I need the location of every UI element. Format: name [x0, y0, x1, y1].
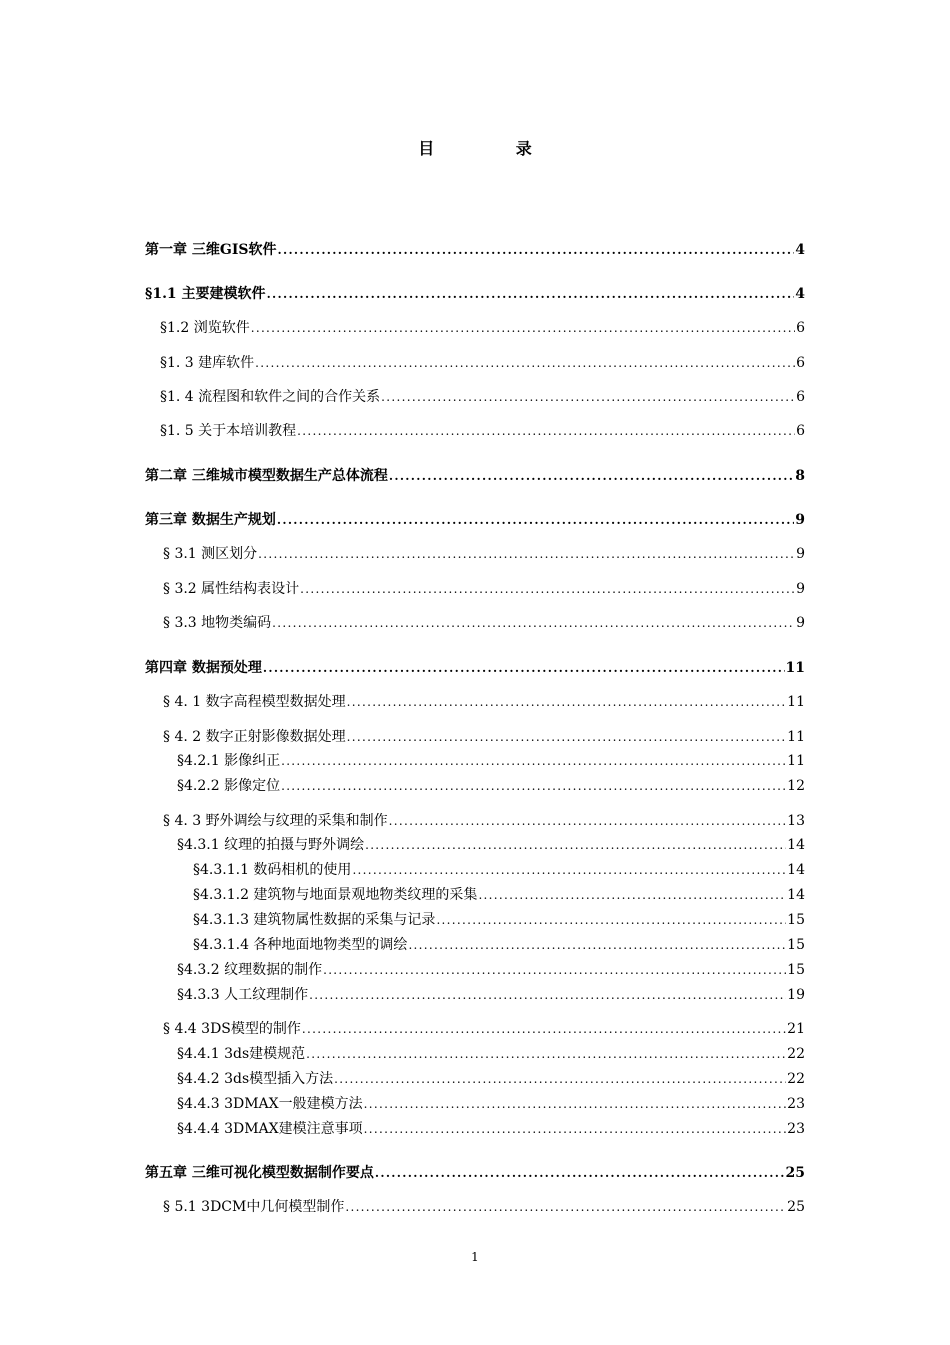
- dot-leader: [352, 860, 786, 880]
- toc-entry-4-2-2[interactable]: §4.2.2 影像定位 ..... 12: [177, 776, 805, 796]
- toc-entry-4-3-2[interactable]: §4.3.2 纹理数据的制作 ..... 15: [177, 960, 805, 980]
- dot-leader: [389, 811, 787, 831]
- toc-entry-4-2[interactable]: § 4. 2 数字正射影像数据处理 ..... 11: [163, 727, 805, 747]
- dot-leader: [389, 466, 794, 486]
- dot-leader: [278, 240, 795, 260]
- dot-leader: [267, 284, 795, 304]
- toc-entry-1-3[interactable]: §1. 3 建库软件 ..... 6: [160, 353, 805, 373]
- toc-entry-4-4-3[interactable]: §4.4.3 3DMAX一般建模方法 ..... 23: [177, 1094, 805, 1114]
- toc-entry-4-3-1-2[interactable]: §4.3.1.2 建筑物与地面景观地物类纹理的采集 ..... 14: [193, 885, 805, 905]
- dot-leader: [375, 1163, 785, 1183]
- dot-leader: [272, 613, 795, 633]
- toc-entry-4-4[interactable]: § 4.4 3DS模型的制作 ..... 21: [163, 1019, 805, 1039]
- dot-leader: [277, 510, 794, 530]
- dot-leader: [323, 960, 786, 980]
- toc-title: 目 录: [418, 139, 570, 158]
- dot-leader: [381, 387, 795, 407]
- dot-leader: [478, 885, 786, 905]
- dot-leader: [347, 692, 787, 712]
- dot-leader: [306, 1044, 786, 1064]
- dot-leader: [408, 935, 786, 955]
- dot-leader: [345, 1197, 786, 1217]
- toc-entry-3-3[interactable]: § 3.3 地物类编码 ..... 9: [163, 613, 805, 633]
- dot-leader: [334, 1069, 786, 1089]
- toc-entry-4-2-1[interactable]: §4.2.1 影像纠正 ..... 11: [177, 751, 805, 771]
- toc-entry-4-1[interactable]: § 4. 1 数字高程模型数据处理 ..... 11: [163, 692, 805, 712]
- toc-entry-3-1[interactable]: § 3.1 测区划分 ..... 9: [163, 544, 805, 564]
- dot-leader: [281, 776, 786, 796]
- toc-entry-4-4-1[interactable]: §4.4.1 3ds建模规范 ..... 22: [177, 1044, 805, 1064]
- toc-entry-4-3-1-1[interactable]: §4.3.1.1 数码相机的使用 ..... 14: [193, 860, 805, 880]
- toc-entry-chapter-3[interactable]: 第三章 数据生产规划 ..... 9: [145, 510, 805, 530]
- toc-entry-4-3-1[interactable]: §4.3.1 纹理的拍摄与野外调绘 ..... 14: [177, 835, 805, 855]
- toc-entry-chapter-1[interactable]: 第一章 三维GIS软件 ..... 4: [145, 240, 805, 260]
- dot-leader: [255, 353, 795, 373]
- toc-entry-chapter-5[interactable]: 第五章 三维可视化模型数据制作要点 ..... 25: [145, 1163, 805, 1183]
- dot-leader: [302, 1019, 786, 1039]
- dot-leader: [251, 318, 795, 338]
- toc-entry-4-4-4[interactable]: §4.4.4 3DMAX建模注意事项 ..... 23: [177, 1119, 805, 1139]
- dot-leader: [258, 544, 795, 564]
- toc-entry-1-2[interactable]: §1.2 浏览软件 ..... 6: [160, 318, 805, 338]
- toc-entry-4-4-2[interactable]: §4.4.2 3ds模型插入方法 ..... 22: [177, 1069, 805, 1089]
- toc-entry-4-3-1-4[interactable]: §4.3.1.4 各种地面地物类型的调绘 ..... 15: [193, 935, 805, 955]
- toc-entry-4-3-1-3[interactable]: §4.3.1.3 建筑物属性数据的采集与记录 ..... 15: [193, 910, 805, 930]
- toc-entry-chapter-2[interactable]: 第二章 三维城市模型数据生产总体流程 ..... 8: [145, 466, 805, 486]
- dot-leader: [263, 658, 785, 678]
- dot-leader: [300, 579, 795, 599]
- toc-entry-3-2[interactable]: § 3.2 属性结构表设计 ..... 9: [163, 579, 805, 599]
- dot-leader: [297, 421, 795, 441]
- toc-entry-1-4[interactable]: §1. 4 流程图和软件之间的合作关系 ..... 6: [160, 387, 805, 407]
- page-number: 1: [471, 1250, 479, 1264]
- toc-entry-1-5[interactable]: §1. 5 关于本培训教程 ..... 6: [160, 421, 805, 441]
- dot-leader: [436, 910, 786, 930]
- dot-leader: [364, 1094, 787, 1114]
- dot-leader: [365, 835, 786, 855]
- dot-leader: [364, 1119, 787, 1139]
- toc-entry-5-1[interactable]: § 5.1 3DCM中几何模型制作 ..... 25: [163, 1197, 805, 1217]
- toc-entry-chapter-4[interactable]: 第四章 数据预处理 ..... 11: [145, 658, 805, 678]
- toc-entry-1-1[interactable]: §1.1 主要建模软件 ..... 4: [145, 284, 805, 304]
- dot-leader: [309, 985, 786, 1005]
- dot-leader: [281, 751, 786, 771]
- toc-entry-4-3-3[interactable]: §4.3.3 人工纹理制作 ..... 19: [177, 985, 805, 1005]
- dot-leader: [347, 727, 787, 747]
- toc-entry-4-3[interactable]: § 4. 3 野外调绘与纹理的采集和制作 ..... 13: [163, 811, 805, 831]
